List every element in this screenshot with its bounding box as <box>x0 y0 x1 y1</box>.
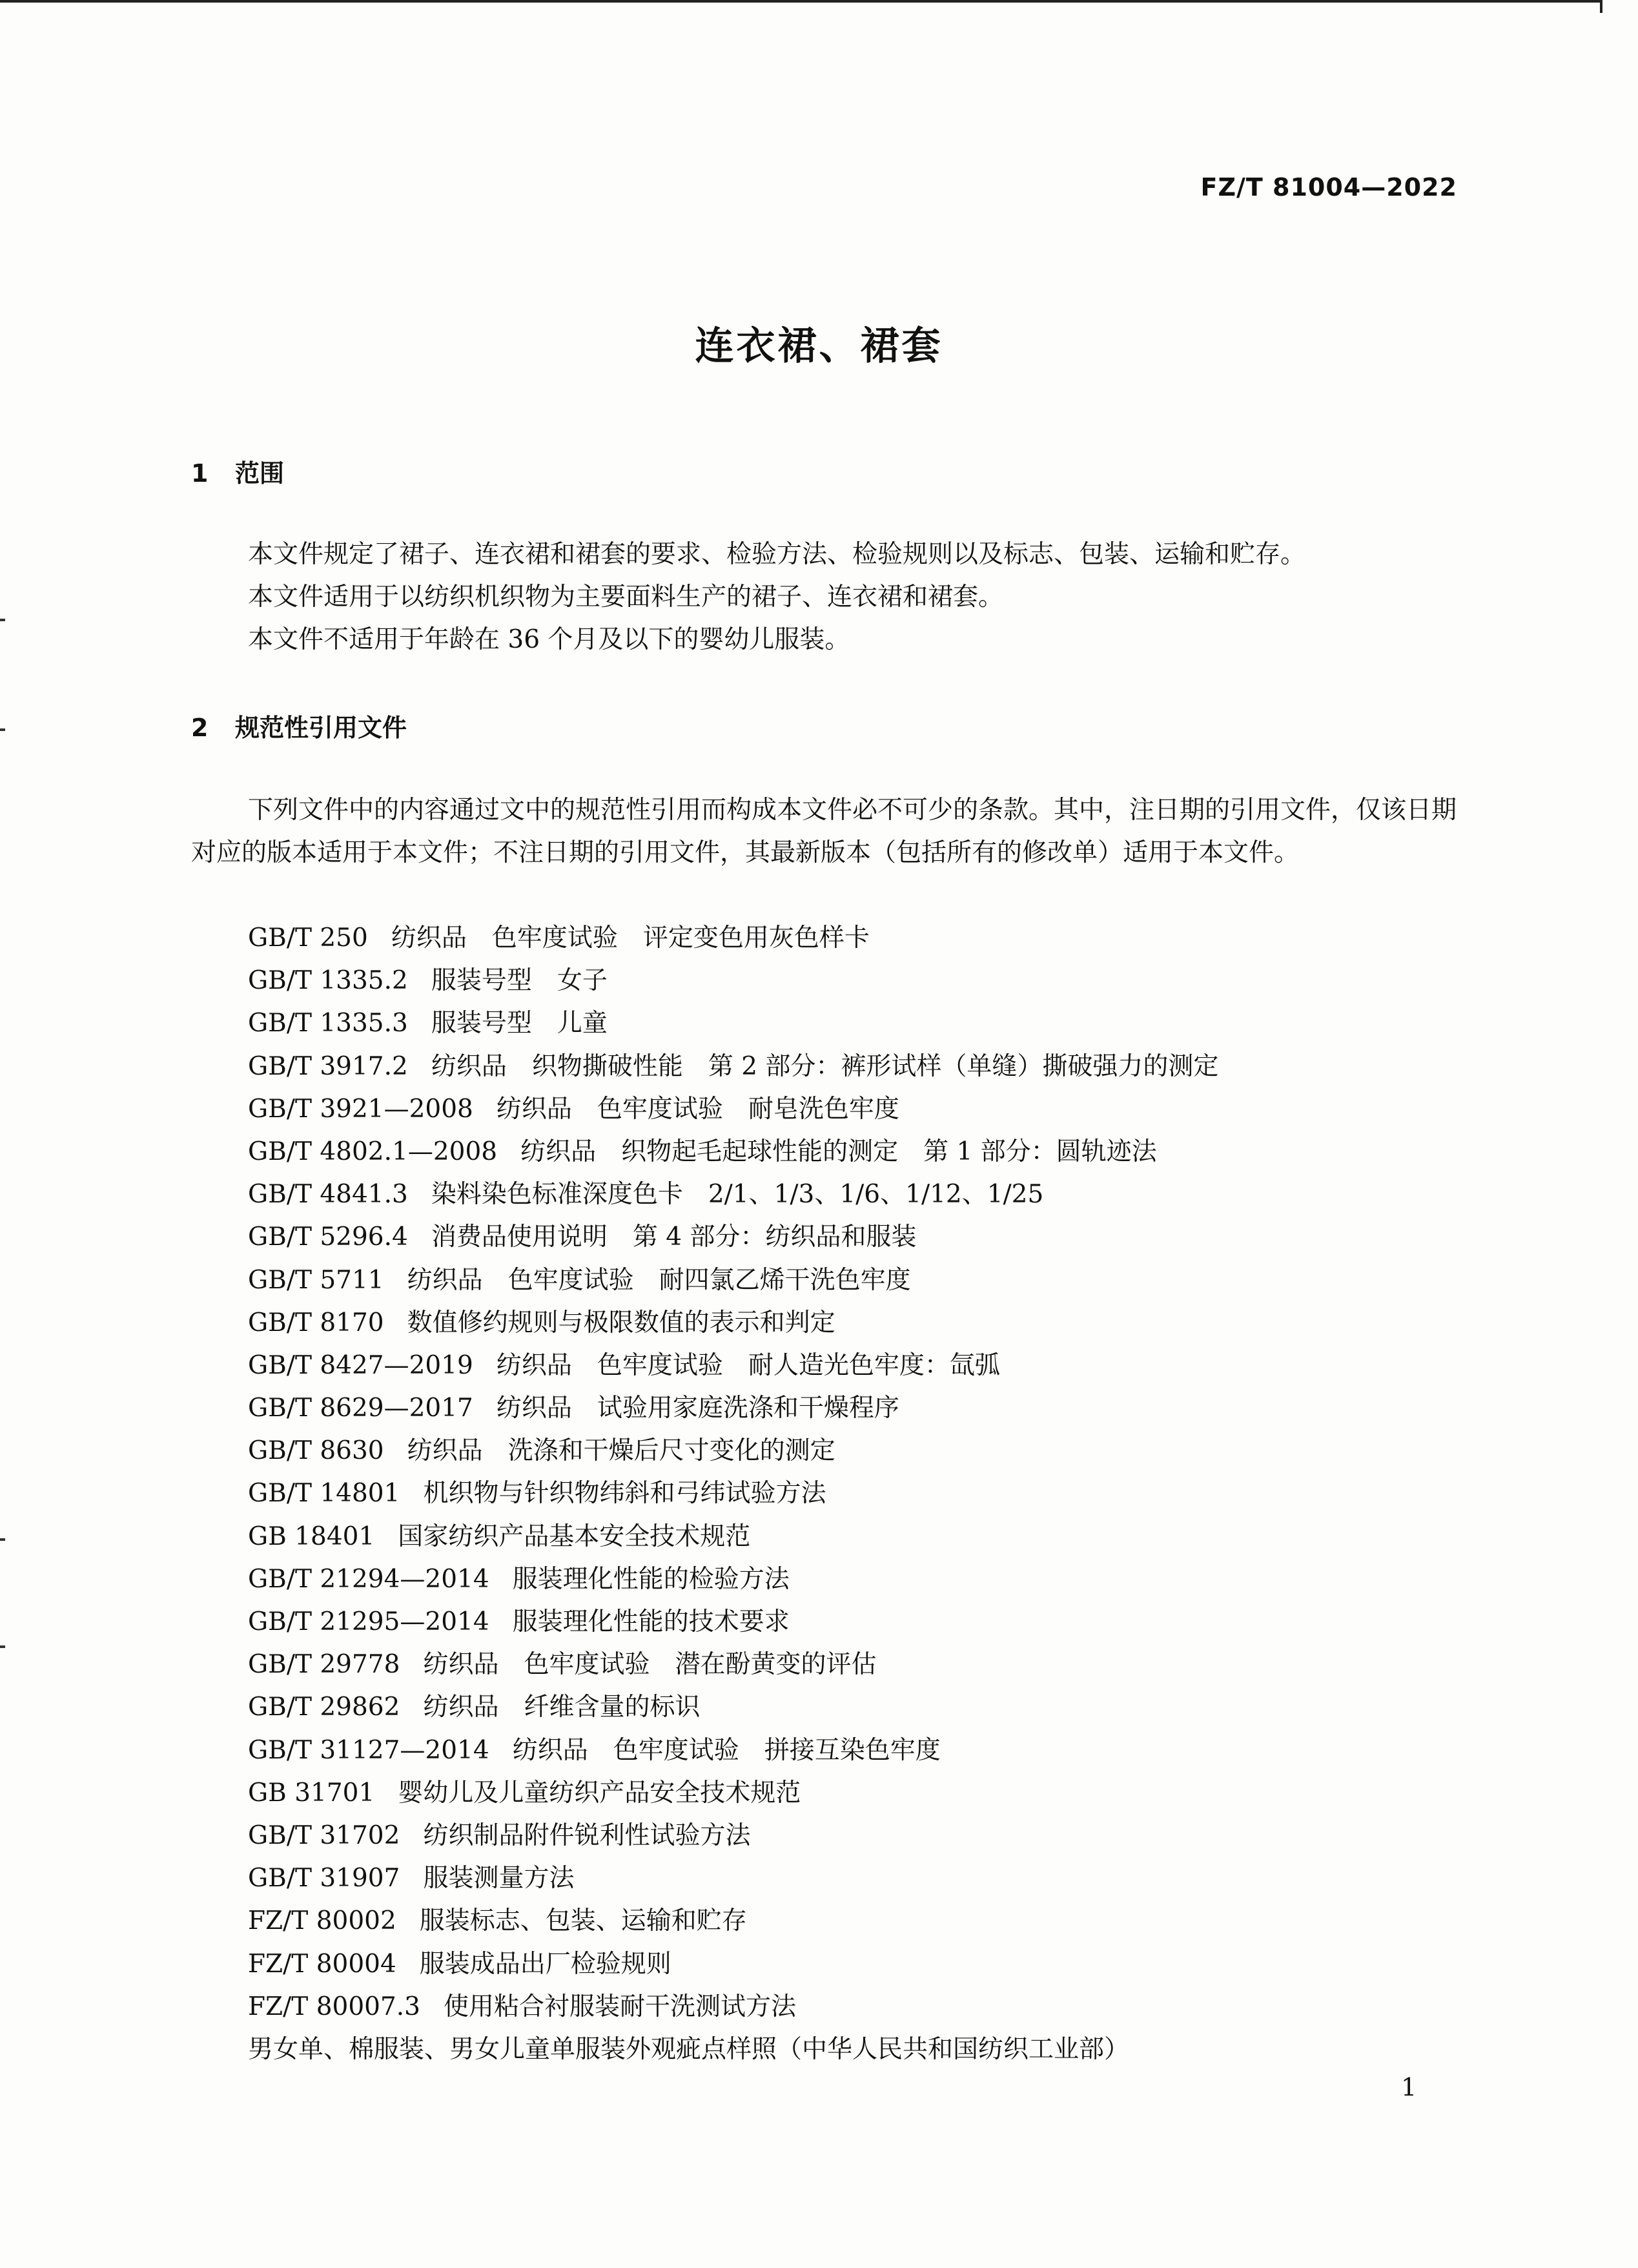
reference-list <box>248 917 1218 2071</box>
reference-code: GB 18401 <box>248 1521 375 1551</box>
reference-title: 纺织品 织物起毛起球性能的测定 第 1 部分：圆轨迹法 <box>520 1137 1157 1166</box>
reference-title: 国家纺织产品基本安全技术规范 <box>398 1521 751 1551</box>
document-title: 连衣裙、裙套 <box>695 324 943 369</box>
reference-code: GB/T 5296.4 <box>248 1222 408 1252</box>
reference-title: 纺织品 纤维含量的标识 <box>423 1693 701 1722</box>
reference-title: 消费品使用说明 第 4 部分：纺织品和服装 <box>431 1222 917 1252</box>
reference-code: GB/T 4841.3 <box>248 1180 408 1210</box>
reference-title: 服装理化性能的技术要求 <box>512 1607 790 1636</box>
reference-title: 纺织品 洗涤和干燥后尺寸变化的测定 <box>407 1436 835 1466</box>
reference-code: GB/T 21295—2014 <box>248 1607 489 1636</box>
reference-code: GB/T 3921—2008 <box>248 1094 473 1124</box>
page-number: 1 <box>1401 2073 1417 2101</box>
reference-item <box>248 1173 1218 1216</box>
binding-mark <box>0 619 5 621</box>
reference-item <box>248 1430 1218 1472</box>
reference-code: GB/T 8170 <box>248 1308 384 1337</box>
reference-code: GB/T 29862 <box>248 1693 400 1722</box>
reference-code: GB/T 250 <box>248 923 368 953</box>
reference-item <box>248 1986 1218 2028</box>
reference-item <box>248 1302 1218 1345</box>
reference-item <box>248 960 1218 1002</box>
reference-code: GB/T 8630 <box>248 1436 384 1466</box>
reference-title: 染料染色标准深度色卡 2/1、1/3、1/6、1/12、1/25 <box>431 1180 1044 1210</box>
binding-mark <box>0 728 5 731</box>
reference-item <box>248 1345 1218 1387</box>
reference-code: FZ/T 80007.3 <box>248 1992 420 2021</box>
reference-title: 机织物与针织物纬斜和弓纬试验方法 <box>423 1479 826 1509</box>
reference-code: GB/T 14801 <box>248 1479 400 1509</box>
reference-code: GB/T 29778 <box>248 1650 400 1680</box>
reference-item <box>248 1943 1218 1986</box>
section-number: 2 <box>191 714 209 742</box>
reference-title: 纺织品 色牢度试验 耐四氯乙烯干洗色牢度 <box>407 1265 911 1295</box>
reference-code: GB/T 8629—2017 <box>248 1394 473 1423</box>
reference-code: FZ/T 80002 <box>248 1906 396 1936</box>
reference-title: 纺织品 色牢度试验 耐皂洗色牢度 <box>496 1094 899 1124</box>
scope-paragraph: 本文件不适用于年龄在 36 个月及以下的婴幼儿服装。 <box>248 625 850 654</box>
reference-item <box>248 2028 1218 2071</box>
reference-code: GB/T 31127—2014 <box>248 1735 489 1765</box>
reference-item <box>248 1387 1218 1430</box>
reference-code: FZ/T 80004 <box>248 1949 396 1979</box>
scope-paragraph: 本文件适用于以纺织机织物为主要面料生产的裙子、连衣裙和裙套。 <box>248 582 1004 612</box>
binding-mark <box>0 1645 5 1648</box>
reference-title: 纺织品 色牢度试验 耐人造光色牢度：氙弧 <box>496 1350 1000 1380</box>
reference-item <box>248 1046 1218 1088</box>
section-heading-scope <box>191 453 284 489</box>
reference-title: 服装标志、包装、运输和贮存 <box>419 1906 747 1936</box>
binding-mark <box>0 1538 5 1541</box>
reference-code: GB/T 1335.2 <box>248 966 408 996</box>
reference-item <box>248 1900 1218 1943</box>
reference-title: 纺织品 试验用家庭洗涤和干燥程序 <box>496 1394 899 1423</box>
reference-item <box>248 1131 1218 1173</box>
reference-code: GB/T 8427—2019 <box>248 1350 473 1380</box>
reference-title: 纺织品 色牢度试验 评定变色用灰色样卡 <box>391 923 870 953</box>
references-intro: 下列文件中的内容通过文中的规范性引用而构成本文件必不可少的条款。其中，注日期的引用文件，仅该日期对应的版本适用于本文件；不注日期的引用文件，其最新版本（包括所有的修改单）适用于本文件。 <box>191 796 1457 867</box>
reference-title: 数值修约规则与极限数值的表示和判定 <box>407 1308 835 1337</box>
reference-item <box>248 1259 1218 1302</box>
reference-title: 服装成品出厂检验规则 <box>419 1949 671 1979</box>
reference-item <box>248 917 1218 960</box>
reference-item <box>248 1857 1218 1900</box>
reference-title: 服装号型 儿童 <box>431 1009 608 1038</box>
reference-code: GB/T 4802.1—2008 <box>248 1137 498 1166</box>
reference-item <box>248 1729 1218 1772</box>
reference-item <box>248 1558 1218 1601</box>
reference-code: GB/T 31907 <box>248 1864 400 1893</box>
reference-title: 婴幼儿及儿童纺织产品安全技术规范 <box>398 1778 801 1808</box>
reference-item <box>248 1686 1218 1729</box>
reference-code: GB/T 21294—2014 <box>248 1564 489 1594</box>
reference-title: 服装测量方法 <box>423 1864 575 1893</box>
reference-code: GB 31701 <box>248 1778 375 1808</box>
reference-item <box>248 1088 1218 1131</box>
reference-code: GB/T 5711 <box>248 1265 384 1295</box>
reference-item <box>248 1601 1218 1644</box>
page-border-top <box>0 0 1601 3</box>
section-number: 1 <box>191 459 209 488</box>
reference-item <box>248 1002 1218 1045</box>
reference-item <box>248 1815 1218 1857</box>
reference-title: 纺织品 织物撕破性能 第 2 部分：裤形试样（单缝）撕破强力的测定 <box>431 1051 1219 1081</box>
section-title: 规范性引用文件 <box>235 714 407 742</box>
reference-item <box>248 1644 1218 1686</box>
reference-title: 服装号型 女子 <box>431 966 608 996</box>
reference-item <box>248 1516 1218 1558</box>
reference-title: 使用粘合衬服装耐干洗测试方法 <box>443 1992 796 2021</box>
reference-title: 纺织制品附件锐利性试验方法 <box>423 1820 751 1850</box>
reference-code: GB/T 3917.2 <box>248 1051 408 1081</box>
page-border-right <box>1600 0 1602 13</box>
standard-code: FZ/T 81004—2022 <box>1200 173 1457 201</box>
reference-code: GB/T 31702 <box>248 1820 400 1850</box>
reference-title: 男女单、棉服装、男女儿童单服装外观疵点样照（中华人民共和国纺织工业部） <box>248 2034 1130 2064</box>
reference-title: 纺织品 色牢度试验 拼接互染色牢度 <box>512 1735 941 1765</box>
section-heading-normative-references <box>191 708 407 743</box>
reference-item <box>248 1772 1218 1815</box>
reference-title: 服装理化性能的检验方法 <box>512 1564 790 1594</box>
scope-paragraph: 本文件规定了裙子、连衣裙和裙套的要求、检验方法、检验规则以及标志、包装、运输和贮存。 <box>248 540 1306 569</box>
section-title: 范围 <box>235 459 285 488</box>
reference-title: 纺织品 色牢度试验 潜在酚黄变的评估 <box>423 1650 877 1680</box>
reference-item <box>248 1216 1218 1259</box>
reference-code: GB/T 1335.3 <box>248 1009 408 1038</box>
reference-item <box>248 1472 1218 1515</box>
